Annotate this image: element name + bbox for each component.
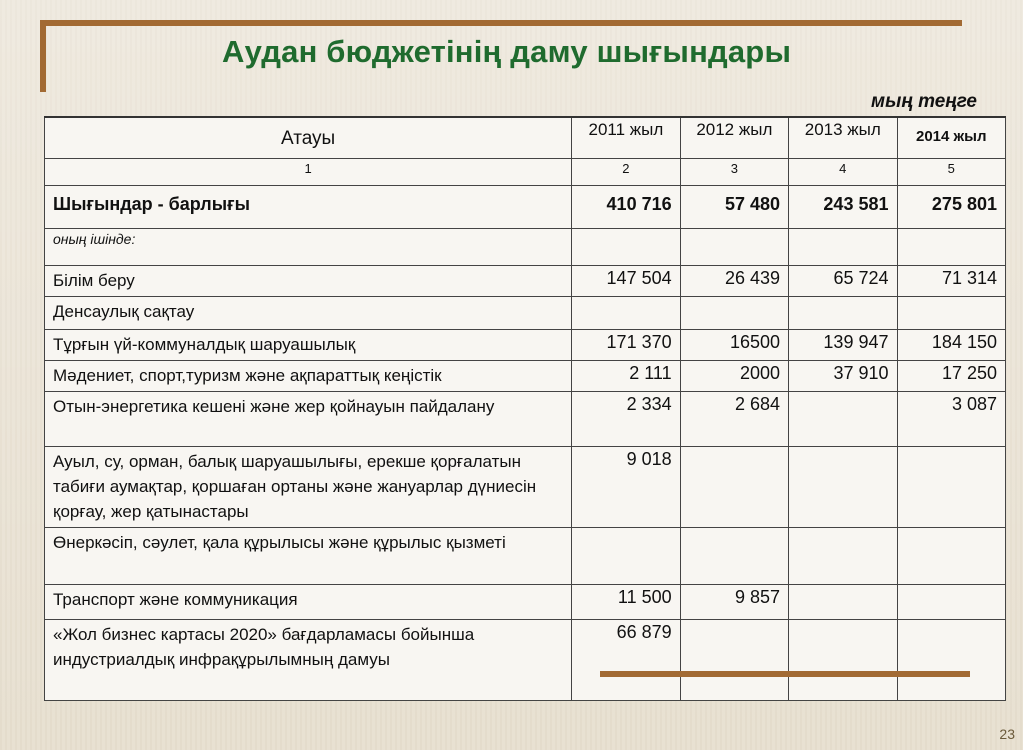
budget-table: [44, 116, 1006, 701]
value-2013: [789, 229, 897, 266]
value-2014: 3 087: [897, 392, 1006, 447]
value-2011: 147 504: [572, 266, 680, 297]
value-2014: [897, 585, 1006, 620]
value-2014: 184 150: [897, 330, 1006, 361]
header-2013: 2013 жыл: [789, 117, 897, 159]
index-cell: 1: [45, 159, 572, 186]
index-cell: 2: [572, 159, 680, 186]
units-label: мың теңге: [871, 91, 977, 112]
value-2011: 2 334: [572, 392, 680, 447]
value-2013: 65 724: [789, 266, 897, 297]
decorative-bottom-bar: [600, 671, 970, 677]
row-name: Транспорт және коммуникация: [45, 585, 572, 620]
value-2011: 9 018: [572, 447, 680, 528]
row-name: Білім беру: [45, 266, 572, 297]
value-2012: 2 684: [680, 392, 788, 447]
index-cell: 5: [897, 159, 1006, 186]
table-row: [45, 297, 1006, 330]
table-row: [45, 585, 1006, 620]
value-2014: [897, 447, 1006, 528]
row-name: Денсаулық сақтау: [45, 297, 572, 330]
row-name: Шығындар - барлығы: [45, 186, 572, 229]
table-row-subheading: [45, 229, 1006, 266]
value-2012: 57 480: [680, 186, 788, 229]
row-name: Мәдениет, спорт,туризм және ақпараттық кеңістік: [45, 361, 572, 392]
header-2011: 2011 жыл: [572, 117, 680, 159]
value-2011: 2 111: [572, 361, 680, 392]
value-2013: [789, 392, 897, 447]
value-2013: [789, 585, 897, 620]
table-row: [45, 361, 1006, 392]
index-cell: 3: [680, 159, 788, 186]
value-2012: [680, 447, 788, 528]
value-2013: 243 581: [789, 186, 897, 229]
value-2013: 37 910: [789, 361, 897, 392]
table-header-row: [45, 117, 1006, 159]
header-name: Атауы: [45, 117, 572, 159]
index-cell: 4: [789, 159, 897, 186]
value-2013: [789, 620, 897, 701]
value-2012: 16500: [680, 330, 788, 361]
row-name: «Жол бизнес картасы 2020» бағдарламасы бойынша индустриалдық инфрақұрылымның дамуы: [45, 620, 572, 701]
table-row: [45, 447, 1006, 528]
value-2014: [897, 620, 1006, 701]
value-2011: [572, 229, 680, 266]
table-row: [45, 620, 1006, 701]
value-2012: 9 857: [680, 585, 788, 620]
value-2014: 71 314: [897, 266, 1006, 297]
table-row: [45, 266, 1006, 297]
value-2012: [680, 297, 788, 330]
value-2012: [680, 528, 788, 585]
page-number: 23: [999, 726, 1015, 742]
row-name: Ауыл, су, орман, балық шаруашылығы, ерекше қорғалатын табиғи аумақтар, қоршаған ортаны және жануарлар дүниесін қорғау, жер қатынастары: [45, 447, 572, 528]
value-2013: [789, 447, 897, 528]
table-row: [45, 528, 1006, 585]
row-name: Тұрғын үй-коммуналдық шаруашылық: [45, 330, 572, 361]
index-row: [45, 159, 1006, 186]
value-2011: [572, 297, 680, 330]
row-name: Өнеркәсіп, сәулет, қала құрылысы және құрылыс қызметі: [45, 528, 572, 585]
value-2011: 11 500: [572, 585, 680, 620]
table-row-total: [45, 186, 1006, 229]
row-name: оның ішінде:: [45, 229, 572, 266]
decorative-left-bar: [40, 20, 46, 92]
value-2012: 26 439: [680, 266, 788, 297]
slide-title: Аудан бюджетінің даму шығындары: [222, 34, 792, 69]
value-2011: 66 879: [572, 620, 680, 701]
value-2012: [680, 620, 788, 701]
header-2014: 2014 жыл: [897, 117, 1006, 159]
value-2011: 171 370: [572, 330, 680, 361]
value-2014: [897, 229, 1006, 266]
value-2014: 275 801: [897, 186, 1006, 229]
value-2014: [897, 297, 1006, 330]
value-2011: [572, 528, 680, 585]
value-2014: [897, 528, 1006, 585]
value-2013: [789, 297, 897, 330]
table-row: [45, 330, 1006, 361]
row-name: Отын-энергетика кешені және жер қойнауын пайдалану: [45, 392, 572, 447]
value-2012: 2000: [680, 361, 788, 392]
table-row: [45, 392, 1006, 447]
value-2014: 17 250: [897, 361, 1006, 392]
decorative-top-bar: [40, 20, 962, 26]
header-2012: 2012 жыл: [680, 117, 788, 159]
value-2013: [789, 528, 897, 585]
value-2012: [680, 229, 788, 266]
value-2011: 410 716: [572, 186, 680, 229]
value-2013: 139 947: [789, 330, 897, 361]
